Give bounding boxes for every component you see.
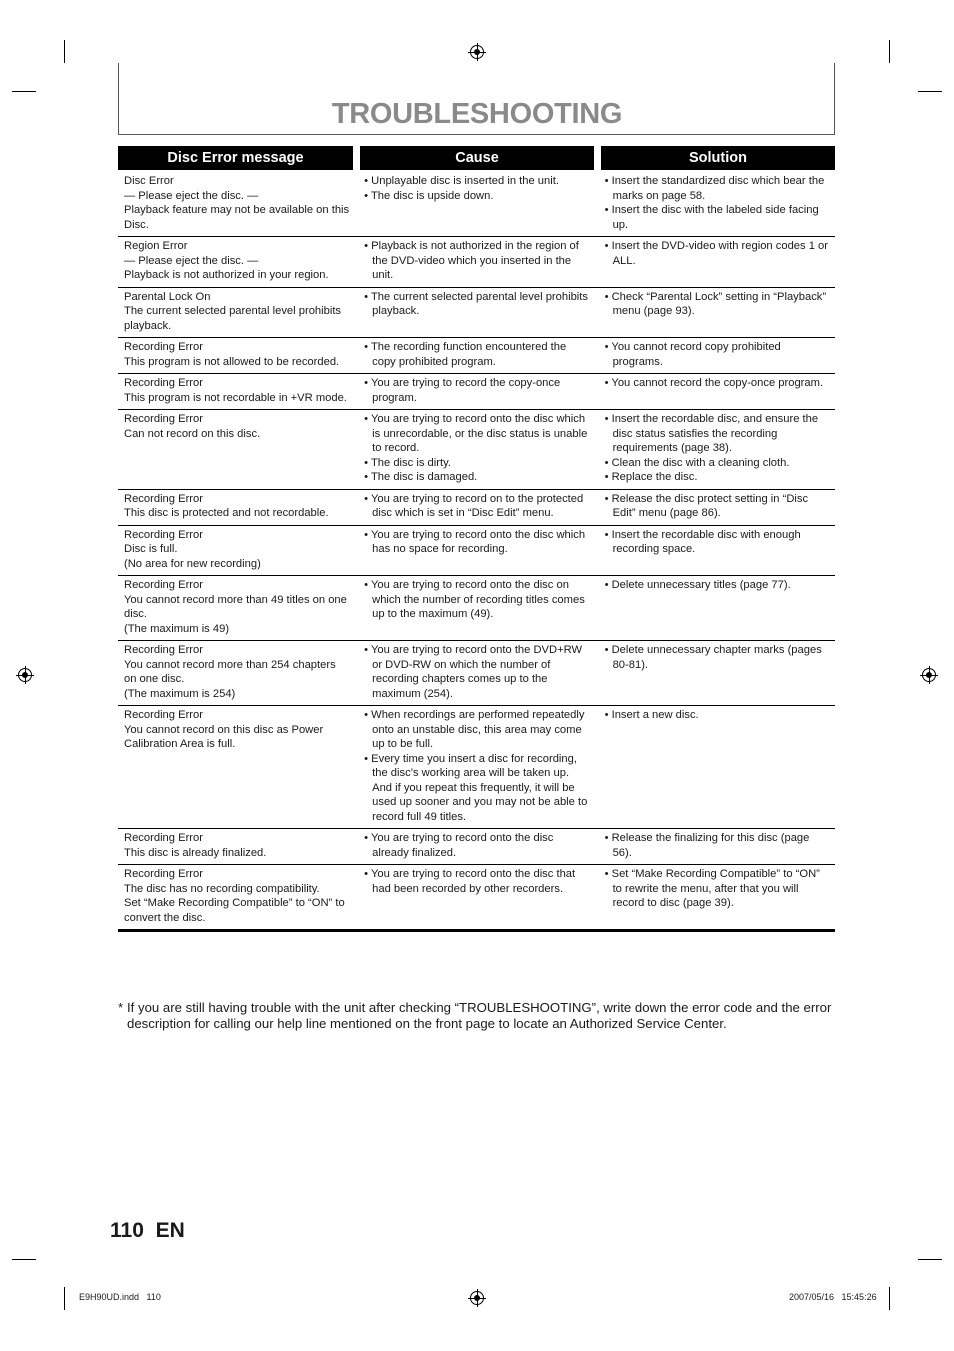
table-row [118, 829, 835, 865]
error-message-text: You cannot record on this disc as Power Calibration Area is full. [124, 723, 324, 750]
solution-text: • Delete unnecessary chapter marks (pages 80-81). [604, 644, 822, 671]
table-row [118, 410, 835, 490]
cause-cell [356, 576, 595, 641]
error-message-text: The current selected parental level prohibits playback. [124, 305, 342, 332]
table-row [118, 374, 835, 410]
error-message-text: Region Error [124, 240, 188, 252]
error-message-cell [118, 865, 356, 931]
cause-cell [356, 641, 595, 706]
solution-cell [596, 865, 835, 931]
solution-cell [596, 374, 835, 410]
troubleshooting-table [118, 172, 835, 932]
cause-text: • You are trying to record onto the disc that had been recorded by other recorders. [364, 868, 576, 895]
solution-text: • Insert a new disc. [604, 709, 699, 721]
cause-text: • Every time you insert a disc for recording, the disc’s working area will be taken up. And if you repeat this frequently, it will be used up sooner and you may not be able to record full 49 titles. [364, 752, 588, 823]
cause-cell [356, 172, 595, 237]
error-message-text: Recording Error [124, 377, 203, 389]
error-message-cell [118, 237, 356, 288]
error-message-text: (The maximum is 254) [124, 687, 236, 700]
cause-cell [356, 865, 595, 931]
crop-mark [889, 1287, 890, 1310]
solution-text: • Release the finalizing for this disc (page 56). [604, 832, 810, 859]
error-message-text: (No area for new recording) [124, 557, 261, 570]
cause-text: • You are trying to record the copy-once program. [364, 377, 561, 404]
cause-cell [356, 525, 595, 576]
solution-text: • Set “Make Recording Compatible” to “ON” to rewrite the menu, after that you will record to disc (page 39). [604, 868, 820, 909]
error-message-text: — Please eject the disc. — [124, 254, 259, 267]
error-message-text: Disc Error [124, 175, 174, 187]
error-message-text: This disc is already finalized. [124, 846, 267, 859]
error-message-cell [118, 374, 356, 410]
error-message-text: This program is not recordable in +VR mode. [124, 391, 347, 404]
cause-text: • Playback is not authorized in the region of the DVD-video which you inserted in the unit. [364, 240, 579, 281]
header-cause: Cause [360, 146, 594, 170]
solution-cell [596, 237, 835, 288]
error-message-cell [118, 525, 356, 576]
cause-cell [356, 410, 595, 490]
table-row [118, 489, 835, 525]
error-message-text: You cannot record more than 49 titles on one disc. [124, 593, 347, 620]
page-number-value: 110 [110, 1219, 144, 1242]
solution-text: • You cannot record copy prohibited programs. [604, 341, 781, 368]
error-message-text: Recording Error [124, 579, 203, 591]
table-row [118, 706, 835, 829]
cause-text: • You are trying to record onto the disc already finalized. [364, 832, 554, 859]
crop-mark [12, 91, 36, 92]
cause-text: • The recording function encountered the copy prohibited program. [364, 341, 567, 368]
cause-text: • You are trying to record onto the DVD+RW or DVD-RW on which the number of recording chapters comes up to the maximum (254). [364, 644, 583, 700]
page-language: EN [155, 1219, 185, 1242]
error-message-text: Recording Error [124, 341, 203, 353]
solution-cell [596, 338, 835, 374]
error-message-cell [118, 338, 356, 374]
error-message-text: — Please eject the disc. — [124, 189, 259, 202]
error-message-text: The disc has no recording compatibility. [124, 882, 320, 895]
table-row [118, 338, 835, 374]
cause-text: • The disc is upside down. [364, 189, 494, 202]
footnote-text: If you are still having trouble with the unit after checking “TROUBLESHOOTING”, write down the error code and the error description for calling our help line mentioned on the front page to locate an Authorized Service Center. [127, 1000, 832, 1031]
error-message-cell [118, 706, 356, 829]
cause-text: • You are trying to record onto the disc on which the number of recording titles comes up to the maximum (49). [364, 579, 585, 620]
crop-mark [64, 40, 65, 63]
solution-text: • Insert the DVD-video with region codes 1 or ALL. [604, 240, 829, 267]
solution-cell [596, 489, 835, 525]
error-message-text: Recording Error [124, 528, 203, 541]
solution-cell [596, 525, 835, 576]
error-message-text: Recording Error [124, 868, 203, 880]
error-message-text: This disc is protected and not recordable. [124, 507, 329, 519]
error-message-cell [118, 641, 356, 706]
table-row [118, 525, 835, 576]
solution-cell [596, 287, 835, 338]
troubleshooting-table-body [118, 172, 835, 931]
crop-mark [889, 40, 890, 63]
crop-mark [918, 91, 942, 92]
error-message-cell [118, 172, 356, 237]
error-message-text: Set “Make Recording Compatible” to “ON” to convert the disc. [124, 897, 345, 924]
cause-text: • The disc is damaged. [364, 471, 478, 483]
solution-text: • Check “Parental Lock” setting in “Playback” menu (page 93). [604, 290, 827, 317]
solution-cell [596, 641, 835, 706]
registration-mark-icon [470, 45, 484, 59]
table-row [118, 865, 835, 931]
page-title: TROUBLESHOOTING [331, 98, 623, 130]
crop-mark [918, 1259, 942, 1260]
crop-mark [64, 1287, 65, 1310]
solution-cell [596, 410, 835, 490]
error-message-text: Recording Error [124, 832, 203, 844]
footer-file: E9H90UD.indd 110 [79, 1292, 161, 1302]
error-message-text: Can not record on this disc. [124, 427, 261, 440]
solution-text: • Insert the standardized disc which bear the marks on page 58. [604, 175, 825, 202]
error-message-cell [118, 576, 356, 641]
error-message-text: Disc is full. [124, 543, 178, 555]
footer-date: 2007/05/16 15:45:26 [789, 1292, 877, 1302]
registration-mark-icon [18, 668, 32, 682]
error-message-cell [118, 410, 356, 490]
footnote-marker: * [118, 1000, 124, 1015]
solution-cell [596, 829, 835, 865]
footnote [118, 1000, 838, 1032]
solution-text: • Insert the recordable disc, and ensure the disc status satisfies the recording requirements (page 38). [604, 413, 819, 454]
cause-cell [356, 829, 595, 865]
cause-cell [356, 237, 595, 288]
solution-text: • Insert the recordable disc with enough recording space. [604, 528, 801, 555]
cause-cell [356, 706, 595, 829]
error-message-text: Recording Error [124, 492, 203, 505]
page-number [110, 1219, 185, 1243]
error-message-text: Recording Error [124, 413, 203, 425]
cause-text: • You are trying to record onto the disc which has no space for recording. [364, 528, 586, 555]
cause-cell [356, 374, 595, 410]
cause-cell [356, 287, 595, 338]
error-message-text: Playback feature may not be available on this Disc. [124, 204, 350, 231]
solution-text: • Insert the disc with the labeled side facing up. [604, 204, 819, 231]
crop-mark [12, 1259, 36, 1260]
error-message-text: Recording Error [124, 644, 203, 656]
solution-cell [596, 172, 835, 237]
solution-cell [596, 576, 835, 641]
registration-mark-icon [922, 668, 936, 682]
solution-text: • You cannot record the copy-once program. [604, 377, 824, 389]
cause-text: • The disc is dirty. [364, 456, 451, 469]
cause-text: • The current selected parental level prohibits playback. [364, 290, 588, 317]
cause-text: • You are trying to record onto the disc which is unrecordable, or the disc status is unable to record. [364, 413, 588, 454]
error-message-cell [118, 287, 356, 338]
header-solution: Solution [601, 146, 835, 170]
error-message-text: Parental Lock On [124, 290, 211, 303]
error-message-text: (The maximum is 49) [124, 622, 230, 635]
solution-text: • Replace the disc. [604, 471, 698, 483]
cause-text: • When recordings are performed repeatedly onto an unstable disc, this area may come up to be full. [364, 709, 585, 750]
error-message-cell [118, 489, 356, 525]
header-disc-error-message: Disc Error message [118, 146, 353, 170]
cause-cell [356, 489, 595, 525]
solution-text: • Clean the disc with a cleaning cloth. [604, 456, 790, 469]
cause-text: • You are trying to record on to the protected disc which is set in “Disc Edit” menu. [364, 492, 584, 519]
table-row [118, 172, 835, 237]
table-row [118, 576, 835, 641]
table-row [118, 237, 835, 288]
cause-text: • Unplayable disc is inserted in the unit. [364, 175, 559, 187]
error-message-text: This program is not allowed to be recorded. [124, 355, 340, 368]
registration-mark-icon [470, 1291, 484, 1305]
error-message-text: Playback is not authorized in your region. [124, 269, 329, 281]
error-message-cell [118, 829, 356, 865]
solution-text: • Release the disc protect setting in “Disc Edit” menu (page 86). [604, 492, 809, 519]
solution-cell [596, 706, 835, 829]
cause-cell [356, 338, 595, 374]
error-message-text: You cannot record more than 254 chapters on one disc. [124, 658, 336, 685]
table-row [118, 287, 835, 338]
solution-text: • Delete unnecessary titles (page 77). [604, 579, 791, 591]
error-message-text: Recording Error [124, 709, 203, 721]
table-row [118, 641, 835, 706]
